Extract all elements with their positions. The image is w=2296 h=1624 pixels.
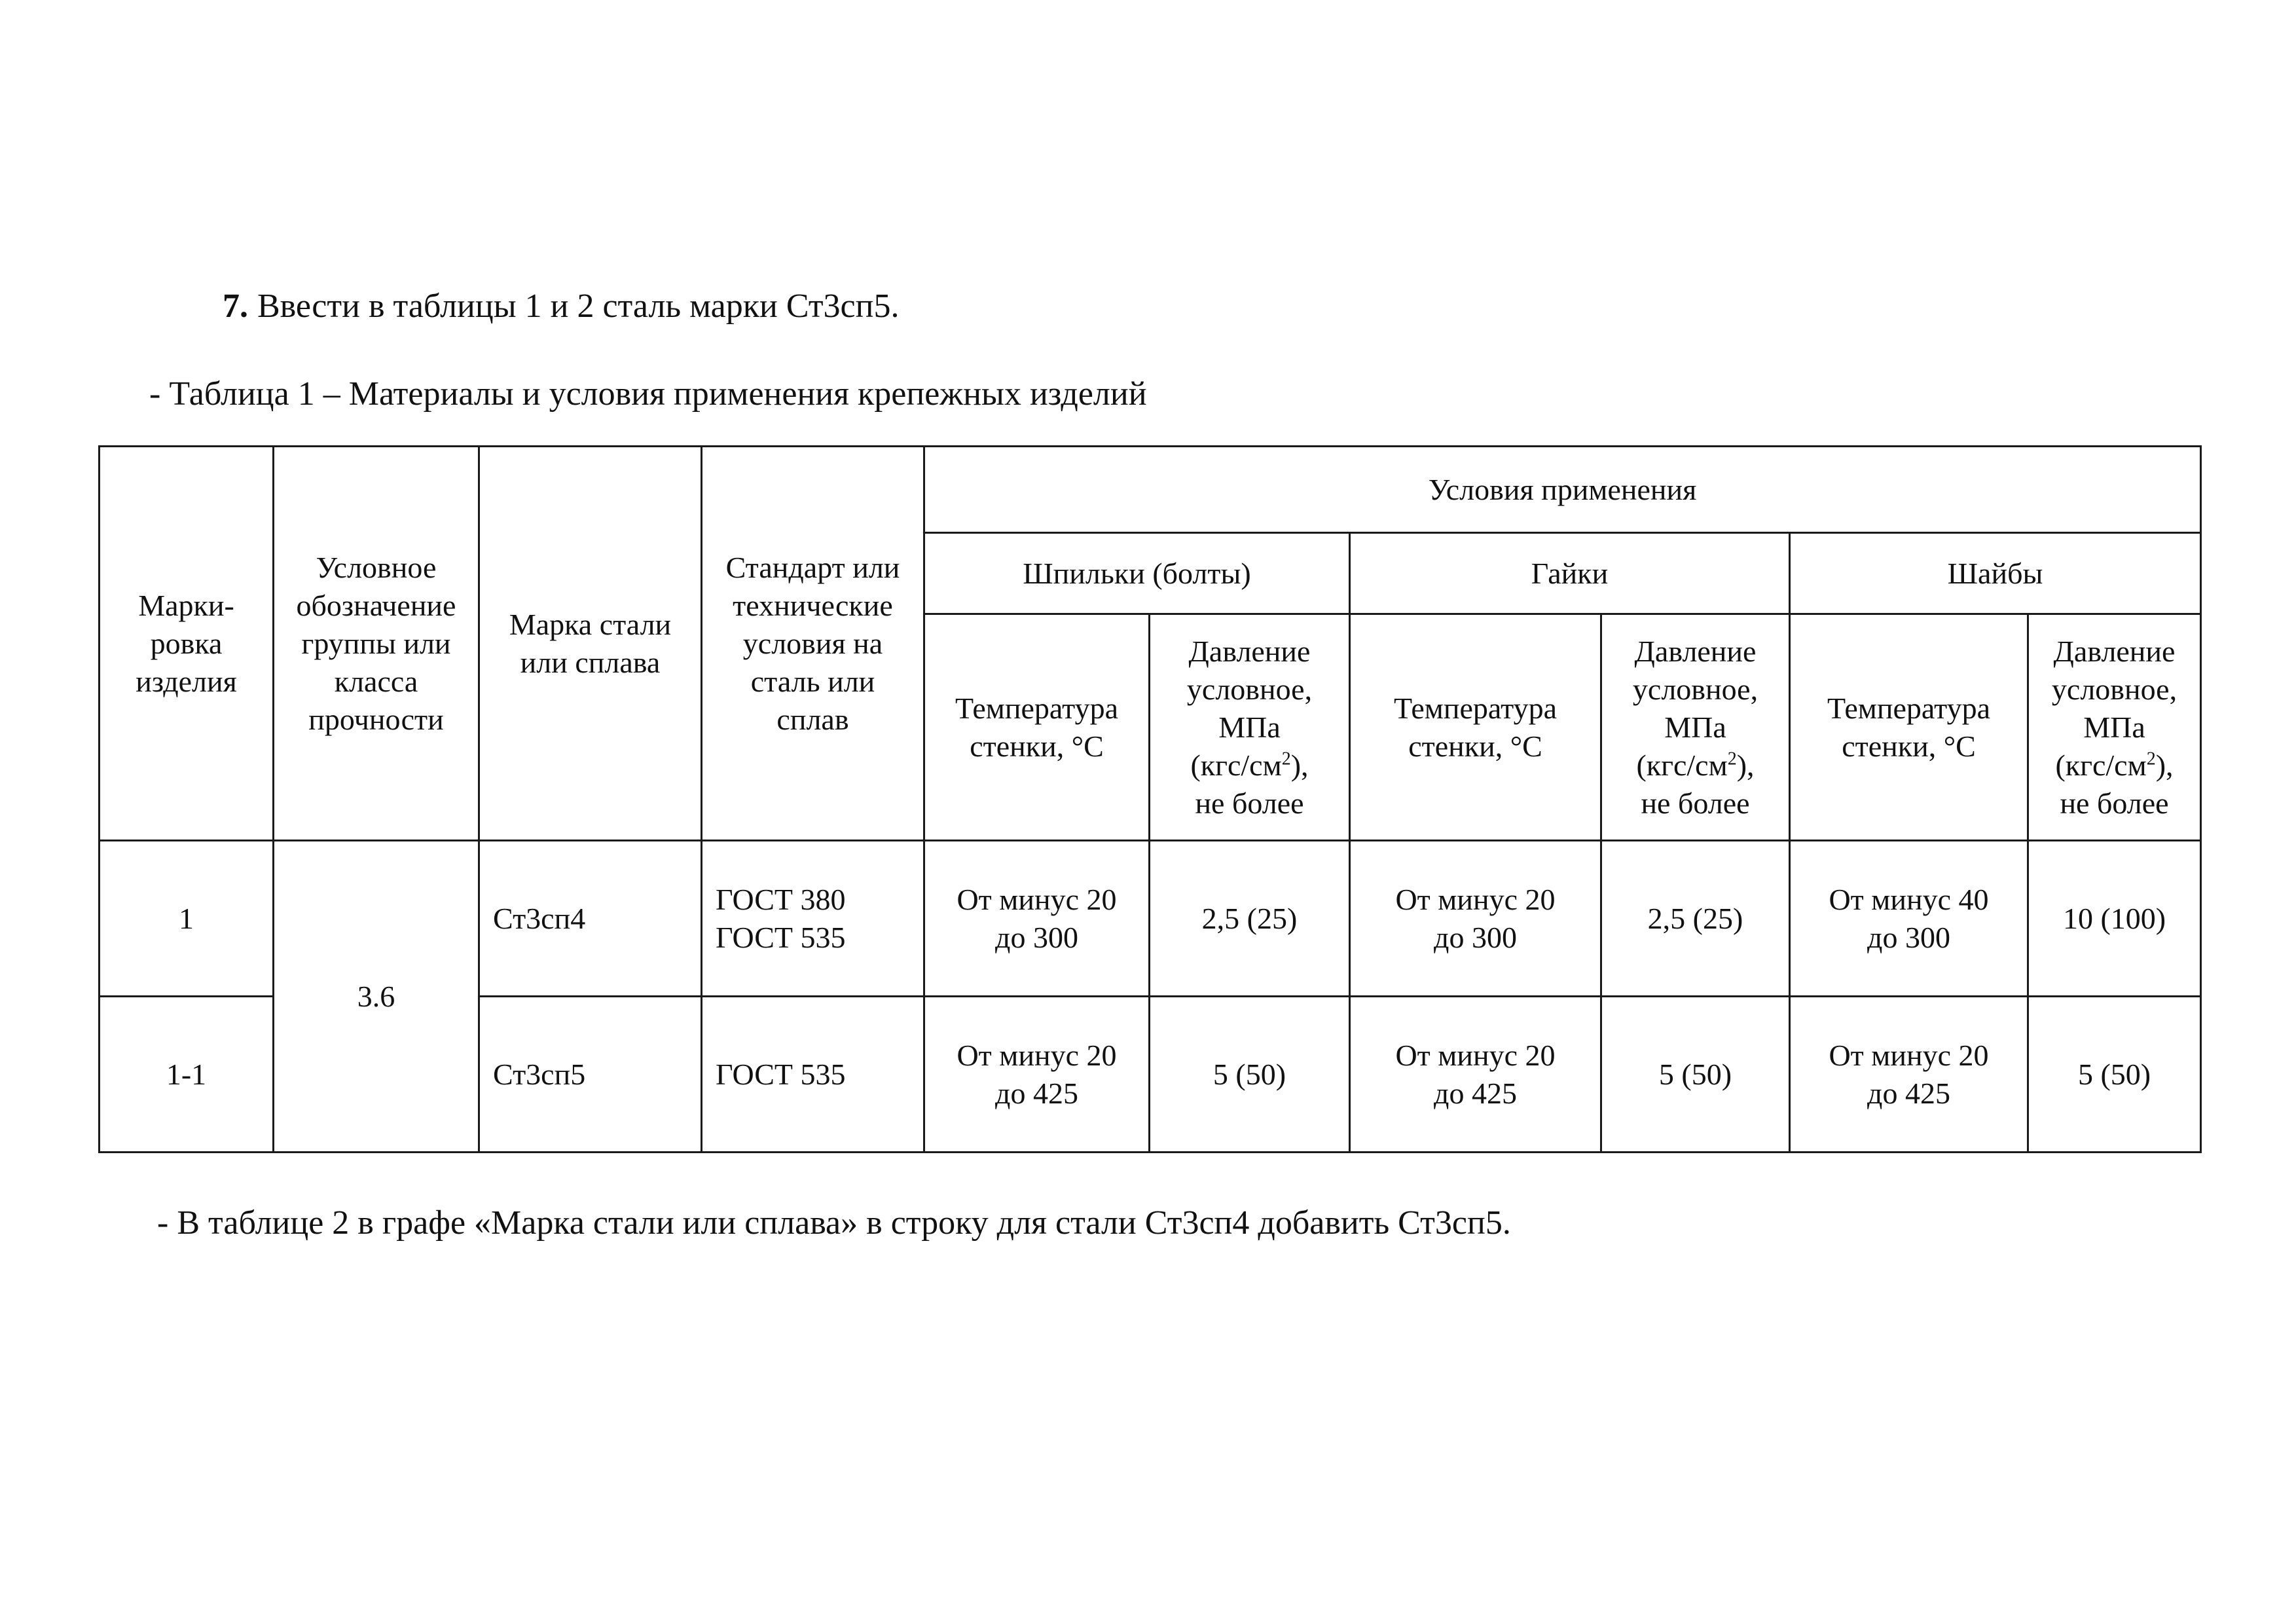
- cell-washers-temperature: От минус 40 до 300: [1790, 841, 2028, 997]
- cell-nuts-pressure: 2,5 (25): [1601, 841, 1790, 997]
- cell-standard: ГОСТ 380 ГОСТ 535: [702, 841, 924, 997]
- cell-washers-temperature: От минус 20 до 425: [1790, 997, 2028, 1153]
- table-row: [100, 841, 2201, 997]
- header-nuts-pressure: Давление условное, МПа $(кгс/см^2)$, не более: [1601, 614, 1790, 841]
- header-marking: Марки- ровка изделия: [100, 447, 274, 841]
- header-group-washers: Шайбы: [1790, 533, 2201, 614]
- cell-nuts-temperature: От минус 20 до 425: [1350, 997, 1601, 1153]
- cell-nuts-temperature: От минус 20 до 300: [1350, 841, 1601, 997]
- cell-studs-temperature: От минус 20 до 425: [924, 997, 1150, 1153]
- materials-table: [98, 445, 2202, 1153]
- header-washers-pressure: Давление условное, МПа $(кгс/см^2)$, не более: [2028, 614, 2201, 841]
- header-group-studs: Шпильки (болты): [924, 533, 1350, 614]
- cell-marking: 1: [100, 841, 274, 997]
- cell-studs-pressure: 5 (50): [1150, 997, 1350, 1153]
- cell-studs-pressure: 2,5 (25): [1150, 841, 1350, 997]
- cell-washers-pressure: 5 (50): [2028, 997, 2201, 1153]
- item-text: Ввести в таблицы 1 и 2 сталь марки Ст3сп5.: [257, 287, 900, 325]
- cell-standard: ГОСТ 535: [702, 997, 924, 1153]
- header-studs-temperature: Температура стенки, °С: [924, 614, 1150, 841]
- header-steel-grade: Марка стали или сплава: [479, 447, 702, 841]
- cell-steel-grade: Ст3сп5: [479, 997, 702, 1153]
- header-washers-temperature: Температура стенки, °С: [1790, 614, 2028, 841]
- cell-marking: 1-1: [100, 997, 274, 1153]
- item-7-instruction: [223, 287, 899, 326]
- header-group: Условное обозначение группы или класса прочности: [274, 447, 479, 841]
- header-group-nuts: Гайки: [1350, 533, 1790, 614]
- header-row-1: [100, 447, 2201, 533]
- cell-group-merged: 3.6: [274, 841, 479, 1153]
- cell-steel-grade: Ст3сп4: [479, 841, 702, 997]
- item-number: 7.: [223, 287, 248, 325]
- header-studs-pressure: Давление условное, МПа $(кгс/см^2)$, не более: [1150, 614, 1350, 841]
- header-conditions: Условия применения: [924, 447, 2201, 533]
- table-caption: - Таблица 1 – Материалы и условия применения крепежных изделий: [149, 375, 1147, 413]
- cell-washers-pressure: 10 (100): [2028, 841, 2201, 997]
- table-2-note: - В таблице 2 в графе «Марка стали или сплава» в строку для стали Ст3сп4 добавить Ст3сп5.: [157, 1204, 1511, 1242]
- cell-nuts-pressure: 5 (50): [1601, 997, 1790, 1153]
- cell-studs-temperature: От минус 20 до 300: [924, 841, 1150, 997]
- header-nuts-temperature: Температура стенки, °С: [1350, 614, 1601, 841]
- header-standard: Стандарт или технические условия на сталь или сплав: [702, 447, 924, 841]
